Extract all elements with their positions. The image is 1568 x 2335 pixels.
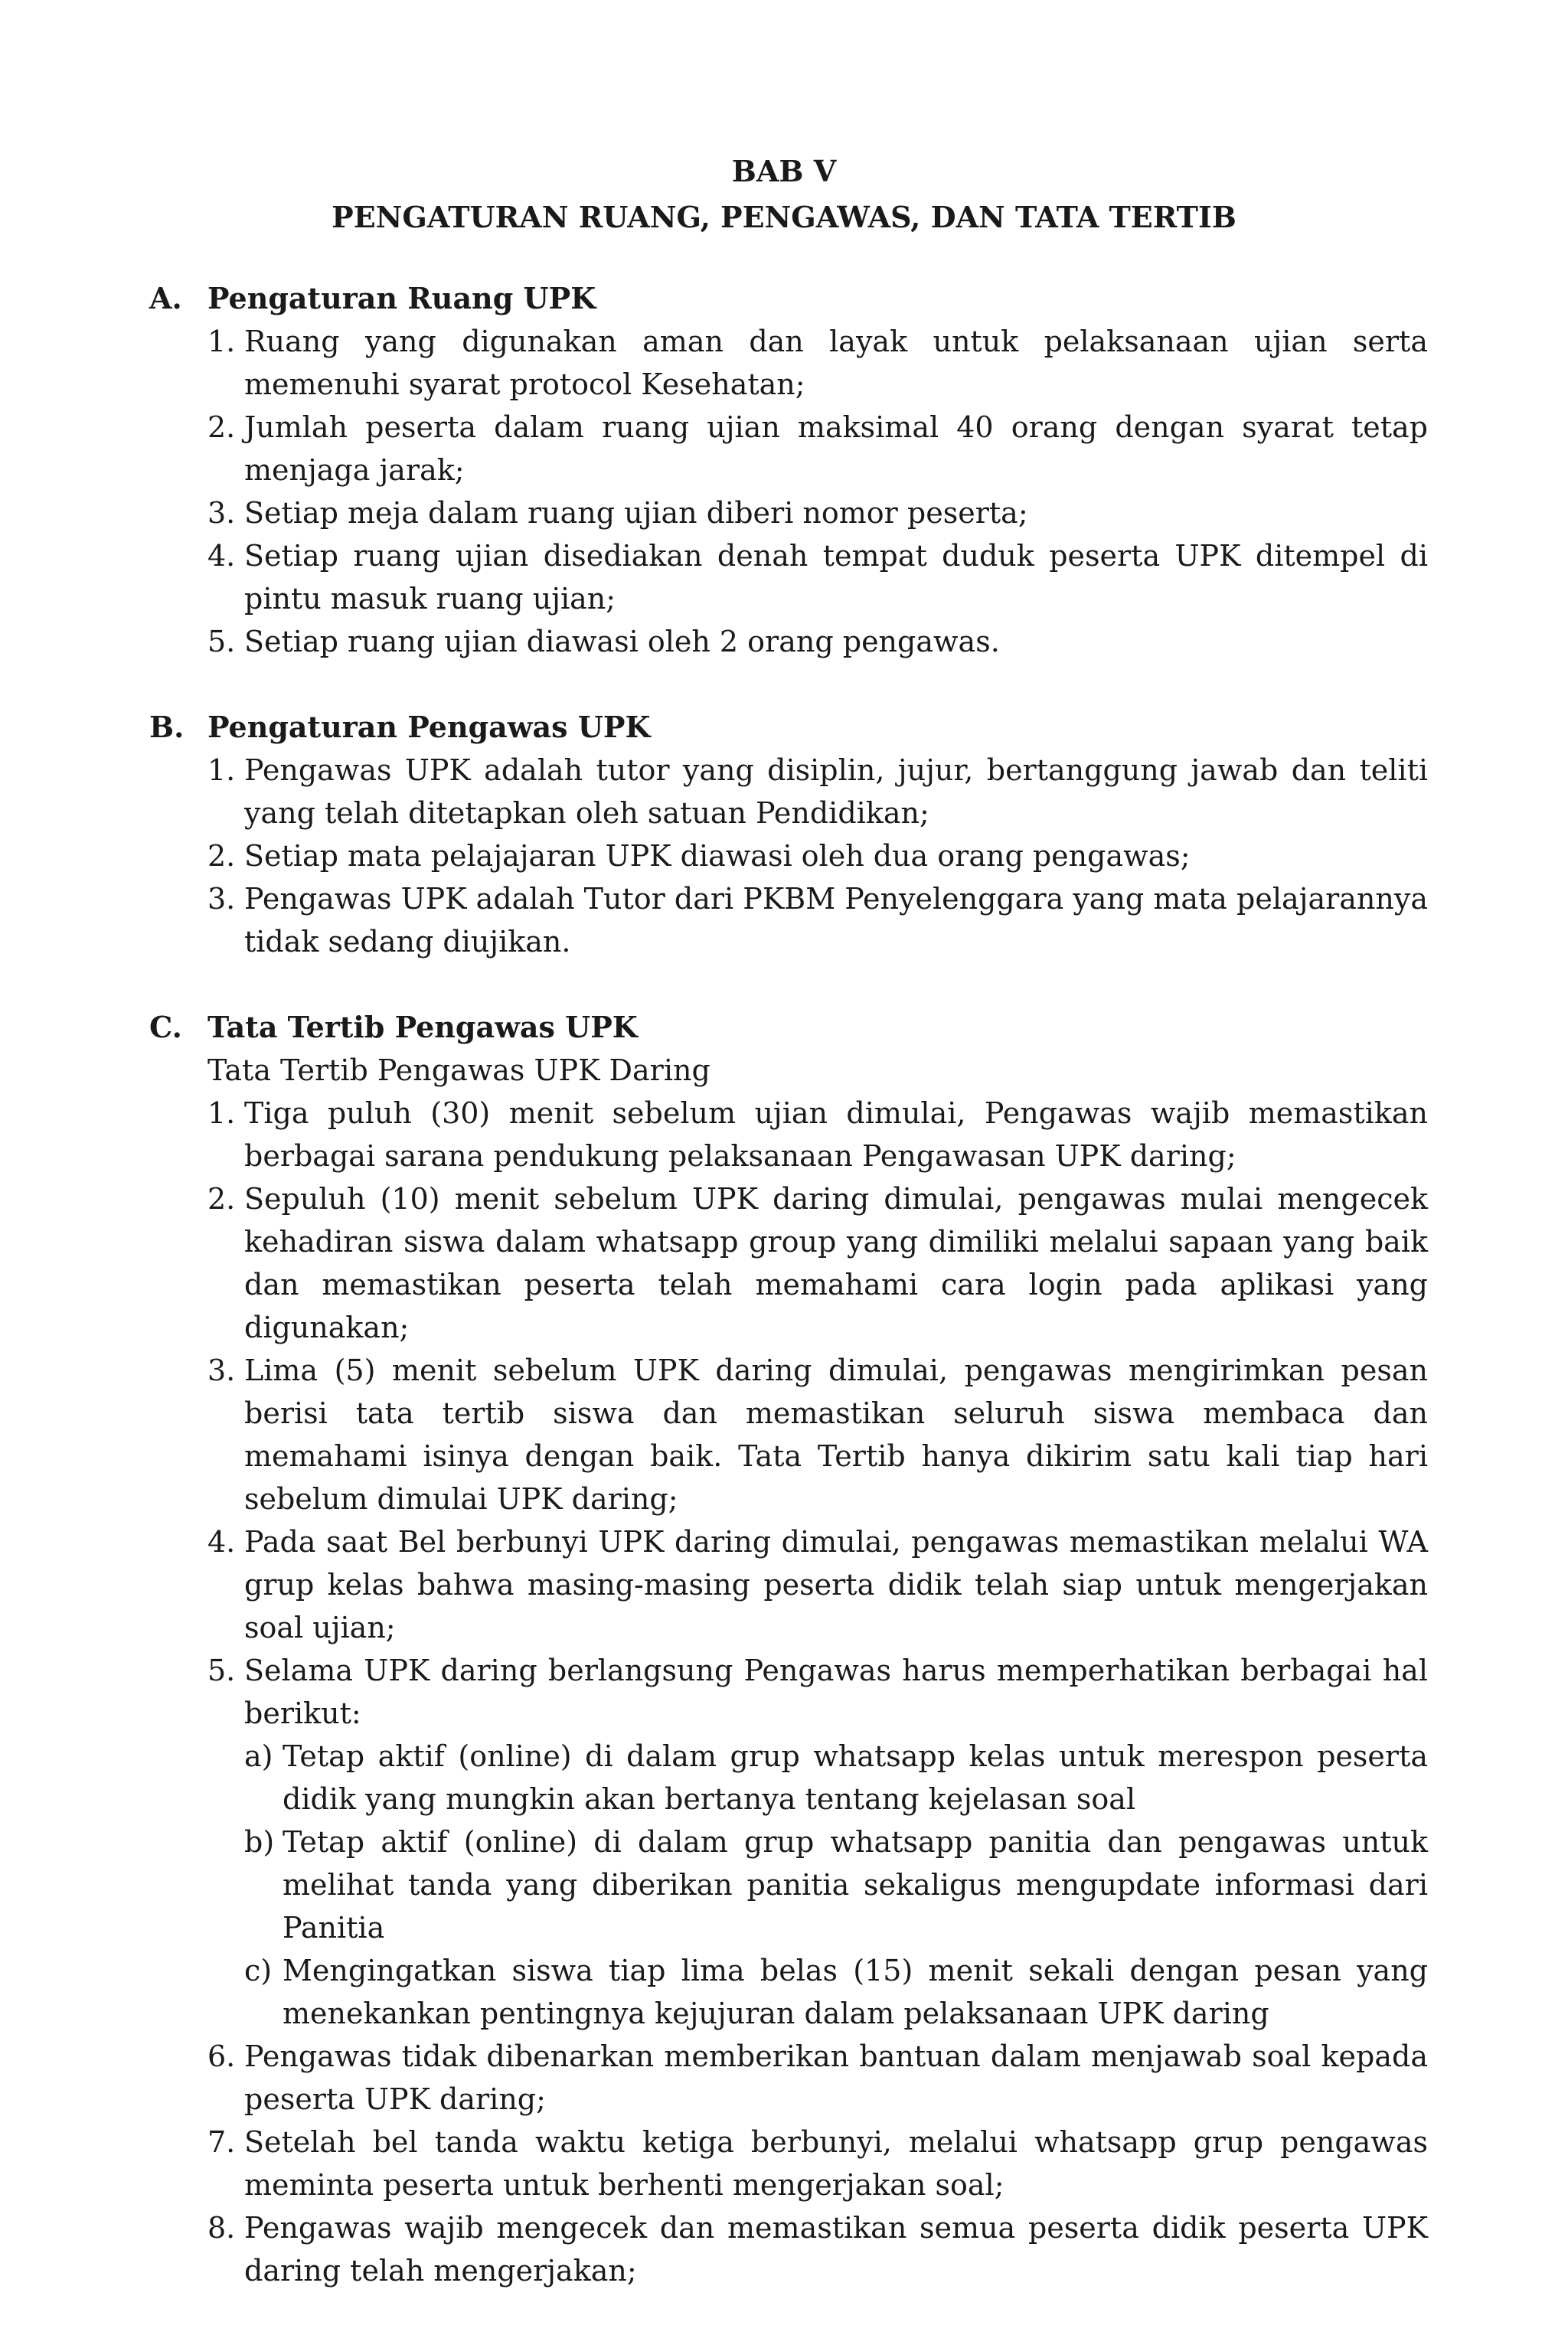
list-item (207, 2206, 1428, 2292)
item-text: Setiap ruang ujian diawasi oleh 2 orang pengawas. (244, 625, 1000, 658)
chapter-title: PENGATURAN RUANG, PENGAWAS, DAN TATA TERTIB (332, 200, 1236, 234)
chapter-label: BAB V (731, 154, 837, 188)
sub-item-text: Mengingatkan siswa tiap lima belas (15) menit sekali dengan pesan yang menekankan pentingnya kejujuran dalam pelaksanaan UPK daring (283, 1954, 1428, 2030)
item-number: 8. (207, 2211, 236, 2245)
list-item (207, 2035, 1428, 2121)
section-heading (149, 277, 1428, 320)
item-number: 5. (207, 625, 236, 658)
item-body (244, 2121, 1428, 2206)
item-text: Setiap ruang ujian disediakan denah tempat duduk peserta UPK ditempel di pintu masuk ruang ujian; (244, 539, 1428, 616)
item-number: 2. (207, 410, 236, 444)
item-number: 2. (207, 1182, 236, 1216)
item-text: Pengawas UPK adalah tutor yang disiplin, jujur, bertanggung jawab dan teliti yang telah ditetapkan oleh satuan Pendidikan; (244, 753, 1428, 830)
item-body (244, 534, 1428, 620)
item-body (244, 1649, 1428, 2035)
list-item (207, 877, 1428, 963)
item-list (149, 320, 1428, 663)
section-letter: A. (149, 281, 182, 315)
sub-item-letter: c) (244, 1954, 273, 1987)
list-item (207, 1349, 1428, 1520)
item-text: Setelah bel tanda waktu ketiga berbunyi, melalui whatsapp grup pengawas meminta peserta untuk berhenti mengerjakan soal; (244, 2125, 1428, 2202)
list-item (207, 320, 1428, 406)
item-body (244, 491, 1428, 534)
list-item (207, 1649, 1428, 2035)
item-number: 1. (207, 753, 236, 787)
section-heading (149, 1006, 1428, 1049)
item-body (244, 834, 1428, 877)
item-number: 3. (207, 496, 236, 530)
item-body (244, 749, 1428, 834)
item-body (244, 1177, 1428, 1349)
item-text: Tiga puluh (30) menit sebelum ujian dimulai, Pengawas wajib memastikan berbagai sarana pendukung pelaksanaan Pengawasan UPK daring; (244, 1096, 1428, 1173)
sub-list-item (244, 1735, 1428, 1821)
item-text: Ruang yang digunakan aman dan layak untuk pelaksanaan ujian serta memenuhi syarat protocol Kesehatan; (244, 325, 1428, 401)
sub-item-text: Tetap aktif (online) di dalam grup whatsapp kelas untuk merespon peserta didik yang mungkin akan bertanya tentang kejelasan soal (283, 1739, 1428, 1816)
section-heading-text: Pengaturan Ruang UPK (207, 281, 596, 315)
sub-item-list (244, 1735, 1428, 2035)
document-body (149, 277, 1428, 2335)
item-text: Sepuluh (10) menit sebelum UPK daring dimulai, pengawas mulai mengecek kehadiran siswa dalam whatsapp group yang dimiliki melalui sapaan yang baik dan memastikan peserta telah memahami cara login pada aplikasi yang digunakan; (244, 1182, 1428, 1344)
list-item (207, 406, 1428, 491)
item-text: Setiap meja dalam ruang ujian diberi nomor peserta; (244, 496, 1028, 530)
section-heading-text: Pengaturan Pengawas UPK (207, 710, 651, 744)
item-text: Setiap mata pelajajaran UPK diawasi oleh dua orang pengawas; (244, 839, 1191, 873)
item-list (149, 1092, 1428, 2292)
item-number: 5. (207, 1654, 236, 1687)
sub-item-letter: b) (244, 1825, 275, 1859)
list-item (207, 2121, 1428, 2206)
item-body (244, 406, 1428, 491)
item-number: 4. (207, 539, 236, 573)
section-a (149, 277, 1428, 663)
list-item (207, 620, 1428, 663)
section-heading-text: Tata Tertib Pengawas UPK (207, 1010, 638, 1044)
section-letter: B. (149, 710, 185, 744)
section-letter: C. (149, 1010, 182, 1044)
item-body (244, 1349, 1428, 1520)
sub-list-item (244, 1821, 1428, 1949)
item-text: Pengawas UPK adalah Tutor dari PKBM Penyelenggara yang mata pelajarannya tidak sedang diujikan. (244, 882, 1428, 958)
item-text: Pengawas tidak dibenarkan memberikan bantuan dalam menjawab soal kepada peserta UPK daring; (244, 2039, 1428, 2116)
list-item (207, 491, 1428, 534)
item-number: 3. (207, 882, 236, 916)
list-item (207, 834, 1428, 877)
item-body (244, 877, 1428, 963)
list-item (207, 1177, 1428, 1349)
item-list (149, 749, 1428, 963)
item-body (244, 2206, 1428, 2292)
item-number: 2. (207, 839, 236, 873)
item-number: 1. (207, 1096, 236, 1130)
item-text: Jumlah peserta dalam ruang ujian maksimal 40 orang dengan syarat tetap menjaga jarak; (244, 410, 1428, 487)
item-body (244, 320, 1428, 406)
item-number: 1. (207, 325, 236, 358)
item-text: Pengawas wajib mengecek dan memastikan semua peserta didik peserta UPK daring telah mengerjakan; (244, 2211, 1428, 2288)
item-number: 3. (207, 1354, 236, 1387)
item-body (244, 2035, 1428, 2121)
section-heading (149, 706, 1428, 749)
item-body (244, 1520, 1428, 1649)
sub-list-item (244, 1949, 1428, 2035)
item-number: 4. (207, 1525, 236, 1559)
item-text: Lima (5) menit sebelum UPK daring dimulai, pengawas mengirimkan pesan berisi tata tertib siswa dan memastikan seluruh siswa membaca dan memahami isinya dengan baik. Tata Tertib hanya dikirim satu kali tiap hari sebelum dimulai UPK daring; (244, 1354, 1428, 1516)
section-b (149, 706, 1428, 963)
sub-item-text: Tetap aktif (online) di dalam grup whatsapp panitia dan pengawas untuk melihat tanda yang diberikan panitia sekaligus mengupdate informasi dari Panitia (283, 1825, 1428, 1945)
list-item (207, 534, 1428, 620)
item-number: 6. (207, 2039, 236, 2073)
section-c (149, 1006, 1428, 2292)
item-number: 7. (207, 2125, 236, 2159)
section-intro: Tata Tertib Pengawas UPK Daring (207, 1053, 710, 1087)
list-item (207, 749, 1428, 834)
item-body (244, 620, 1428, 663)
item-body (244, 1092, 1428, 1177)
sub-item-letter: a) (244, 1739, 273, 1773)
item-text: Pada saat Bel berbunyi UPK daring dimulai, pengawas memastikan melalui WA grup kelas bahwa masing-masing peserta didik telah siap untuk mengerjakan soal ujian; (244, 1525, 1428, 1644)
item-text: Selama UPK daring berlangsung Pengawas harus memperhatikan berbagai hal berikut: (244, 1654, 1428, 1730)
title-block (0, 149, 1568, 240)
list-item (207, 1520, 1428, 1649)
list-item (207, 1092, 1428, 1177)
